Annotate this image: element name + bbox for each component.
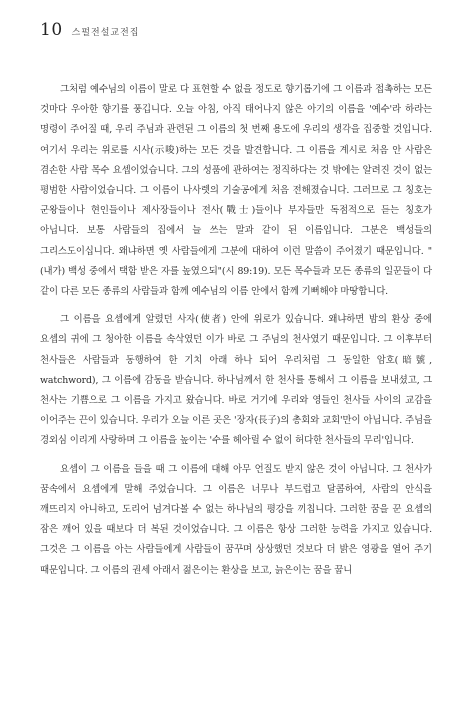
paragraph-1: 그처럼 예수님의 이름이 말로 다 표현할 수 없을 정도로 향기롭기에 그 이름과 접촉하는 모든 것마다 우아한 향기를 풍깁니다. 오늘 아침, 아직 태어나지 않은 아기의 이름을 '예수'라 하라는 명령이 주어질 때, 우리 주님과 관련된 그 이름의 첫 번째 용도에 우리의 생각을 집중할 것입니다. 여기서 우리는 위로를 시사(示唆)하는 모든 것을 발견합니다. 그 이름을 계시로 처음 안 사람은 겸손한 사람 목수 요셉이었습니다. 그의 성품에 관하여는 정직하다는 것 밖에는 알려진 것이 없는 평범한 사람이었습니다. 그 이름이 나사렛의 기술공에게 처음 전해졌습니다. 그러므로 그 칭호는 군왕들이나 현인들이나 제사장들이나 전사(戰士)들이나 부자들만 독점적으로 듣는 칭호가 아닙니다. 보통 사람들의 집에서 늘 쓰는 말과 같이 된 이름입니다. 그분은 백성들의 그리스도이십니다. 왜냐하면 옛 사람들에게 그분에 대하여 이런 말씀이 주어졌기 때문입니다. "(내가) 백성 중에서 택함 받은 자를 높였으되"(시 89:19). 모든 목수들과 모든 종류의 일꾼들이 다 같이 다른 모든 종류의 사람들과 함께 예수님의 이름 안에서 함께 기뻐해야 마땅합니다. [40, 84, 432, 298]
page-number: 10 [40, 20, 63, 40]
running-title: 스펄전설교전집 [71, 28, 140, 38]
body-text [40, 80, 432, 589]
paragraph-3: 요셉이 그 이름을 들을 때 그 이름에 대해 아무 언질도 받지 않은 것이 아닙니다. 그 천사가 꿈속에서 요셉에게 말해 주었습니다. 그 이름은 너무나 부드럽고 달콤하여, 사람의 안식을 깨뜨리지 아니하고, 도리어 넘겨다볼 수 없는 하나님의 평강을 끼칩니다. 그러한 꿈을 꾼 요셉의 잠은 깨어 있을 때보다 더 복된 것이었습니다. 그 이름은 항상 그러한 능력을 가지고 있습니다. 그것은 그 이름을 아는 사람들에게 사람들이 꿈꾸며 상상했던 것보다 더 밝은 영광을 열어 주기 때문입니다. 그 이름의 권세 아래서 젊은이는 환상을 보고, 늙은이는 꿈을 꿉니 [40, 463, 432, 576]
page-header [40, 20, 140, 40]
paragraph-2: 그 이름을 요셉에게 알렸던 사자(使者) 안에 위로가 있습니다. 왜냐하면 밤의 환상 중에 요셉의 귀에 그 청아한 이름을 속삭였던 이가 바로 그 주님의 천사였기 때문입니다. 그 이후부터 천사들은 사람들과 동행하여 한 기치 아래 하나 되어 우리처럼 그 동일한 암호(暗號, watchword), 그 이름에 감동을 받습니다. 하나님께서 한 천사를 통해서 그 이름을 보내셨고, 그 천사는 기쁨으로 그 이름을 가지고 왔습니다. 바로 거기에 우리와 영들인 천사들 사이의 교감을 이어주는 끈이 있습니다. 우리가 오늘 이른 곳은 '장자(長子)의 총회와 교회'만이 아닙니다. 주님을 경외심 이리게 사랑하며 그 이름을 높이는 '수를 헤아릴 수 없이 허다한 천사들의 무리'입니다. [40, 314, 432, 447]
